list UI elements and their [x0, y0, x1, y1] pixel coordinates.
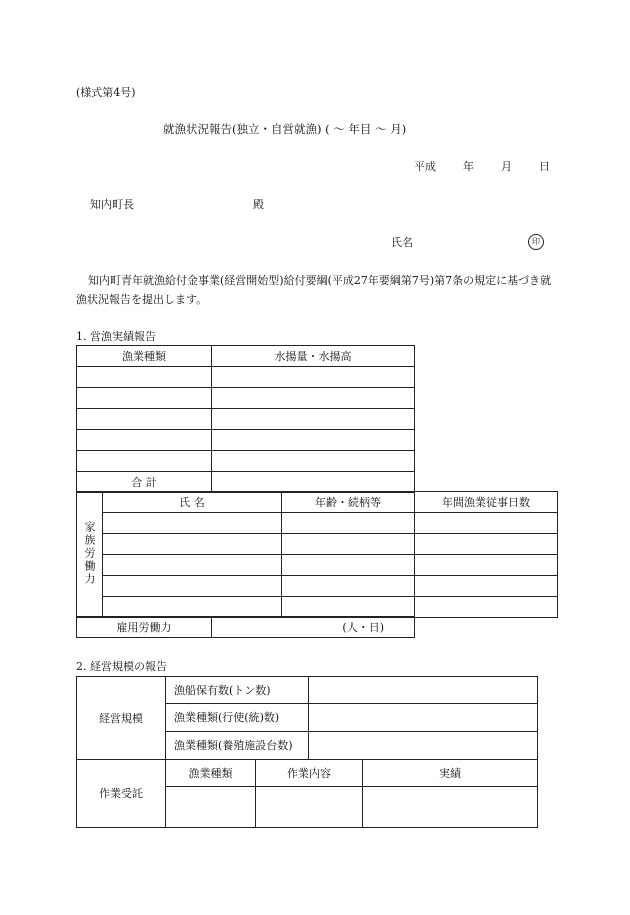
family-labor-label: 家族労働力: [83, 521, 96, 586]
family-labor-table: [76, 491, 558, 618]
hired-labor-unit: (人・日): [212, 617, 415, 638]
date-month: 月: [501, 160, 512, 173]
form-number: (様式第4号): [76, 86, 136, 99]
date-year: 年: [463, 160, 474, 173]
catch-table: [76, 345, 415, 493]
document-title: 就漁状況報告(独立・自営就漁) ( 〜 年目 〜 月): [163, 122, 407, 136]
col-work: 作業内容: [256, 760, 363, 787]
table-row: [77, 367, 415, 388]
col-days: 年間漁業従事日数: [415, 492, 558, 513]
row-aquaculture: 漁業種類(養殖施設台数): [166, 732, 309, 760]
date-era: 平成: [414, 160, 436, 173]
col-fishery-type-2: 漁業種類: [166, 760, 256, 787]
applicant-label: 氏名: [391, 236, 413, 249]
intro-text: 知内町青年就漁給付金事業(経営開始型)給付要綱(平成27年要綱第7号)第7条の規定に基づき就漁状況報告を提出します。: [76, 274, 552, 306]
col-catch: 水揚量・水揚高: [212, 346, 415, 367]
date-line: [414, 161, 550, 172]
table-row: [77, 513, 558, 534]
col-name: 氏 名: [103, 492, 282, 513]
table-row: [77, 555, 558, 576]
contract-table: [76, 759, 538, 828]
col-fishery-type: 漁業種類: [77, 346, 212, 367]
row-boats: 漁船保有数(トン数): [166, 677, 309, 704]
hired-labor-label: 雇用労働力: [77, 617, 212, 638]
table-row: [77, 597, 558, 618]
scale-table: [76, 676, 538, 760]
row-fishery: 漁業種類(行使(統)数): [166, 704, 309, 732]
col-result: 実績: [363, 760, 538, 787]
col-age: 年齢・続柄等: [282, 492, 415, 513]
seal-mark: [528, 234, 544, 250]
addressee-name: 知内町長: [90, 198, 134, 211]
scale-label: 経営規模: [77, 677, 166, 760]
total-row: [77, 472, 415, 493]
addressee-honorific: 殿: [253, 198, 264, 211]
seal-icon: 印: [528, 234, 544, 250]
table-row: [77, 576, 558, 597]
family-labor-label-cell: [77, 492, 103, 618]
table-row: [77, 451, 415, 472]
hired-labor-table: [76, 616, 415, 638]
table-row: [77, 409, 415, 430]
date-day: 日: [539, 160, 550, 173]
section2-heading: 2. 経営規模の報告: [76, 660, 167, 673]
table-row: [77, 388, 415, 409]
section1-heading: 1. 営漁実績報告: [76, 330, 156, 343]
table-row: [77, 534, 558, 555]
contract-label: 作業受託: [77, 760, 166, 828]
table-row: [77, 430, 415, 451]
total-label: 合 計: [77, 472, 212, 493]
